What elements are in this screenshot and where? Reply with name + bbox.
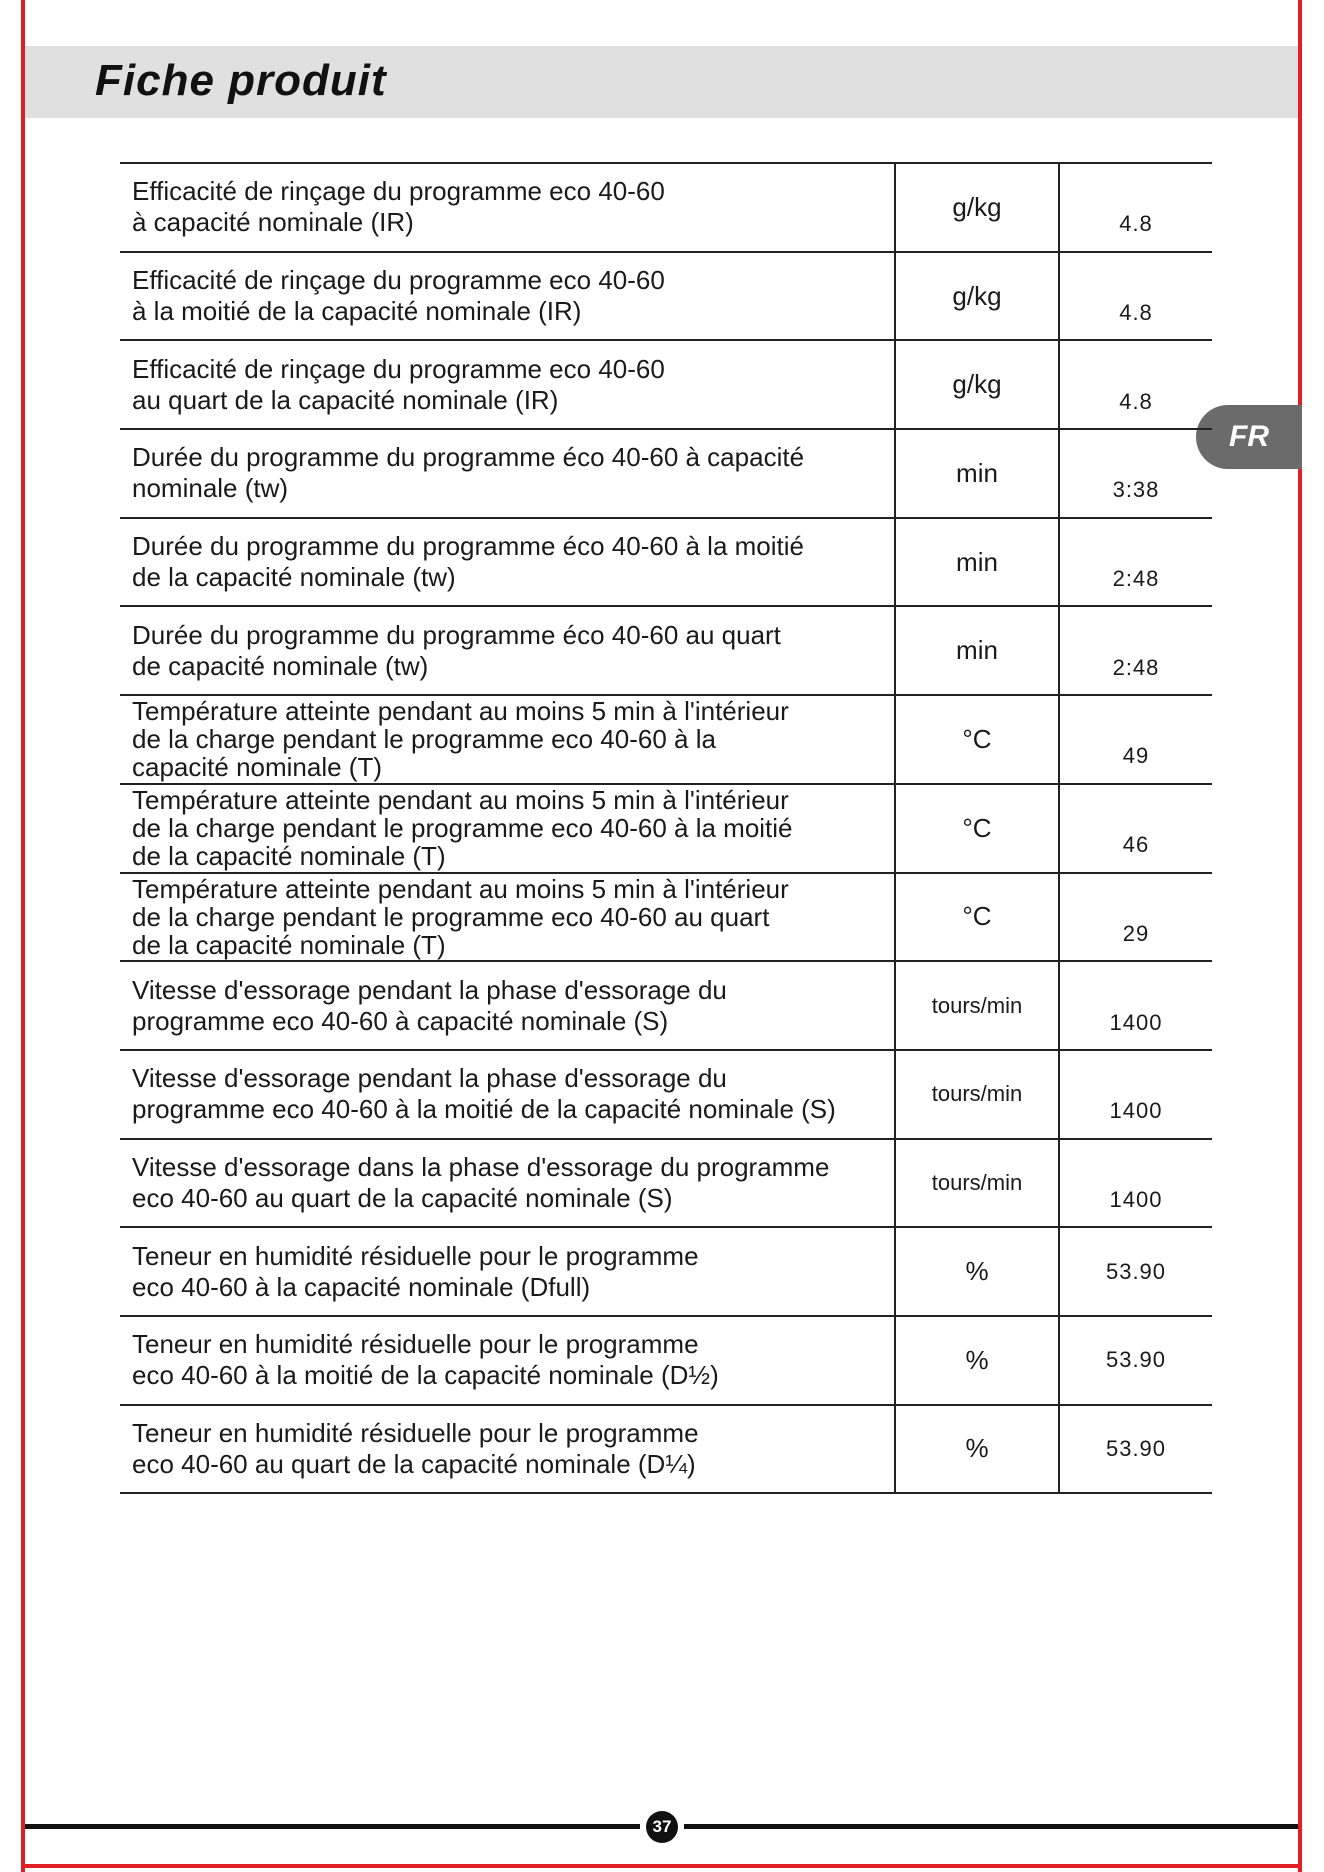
description-line: nominale (tw) — [132, 473, 289, 504]
right-red-border — [1298, 0, 1302, 1872]
row-description — [120, 429, 895, 518]
description-line: Température atteinte pendant au moins 5 min à l'intérieur — [132, 785, 789, 816]
bottom-red-border — [21, 1864, 1302, 1868]
left-red-border — [21, 0, 25, 1872]
language-tab-label: FR — [1229, 420, 1269, 453]
row-value — [1059, 606, 1212, 695]
row-value: 53.90 — [1059, 1405, 1212, 1494]
description-line: au quart de la capacité nominale (IR) — [132, 384, 559, 415]
row-description — [120, 1227, 895, 1316]
description-line: de la capacité nominale (T) — [132, 841, 446, 872]
description-line: Vitesse d'essorage pendant la phase d'essorage du — [132, 1063, 727, 1094]
table-row — [120, 1316, 1212, 1405]
value-text: 1400 — [1109, 1009, 1163, 1035]
row-value — [1059, 252, 1212, 341]
row-description — [120, 873, 895, 962]
description-line: programme eco 40-60 à la moitié de la capacité nominale (S) — [132, 1094, 836, 1125]
table-row — [120, 429, 1212, 518]
description-line: Efficacité de rinçage du programme eco 40-60 — [132, 265, 665, 296]
row-unit: % — [895, 1405, 1059, 1494]
description-line: Efficacité de rinçage du programme eco 40-60 — [132, 353, 665, 384]
value-text: 4.8 — [1119, 211, 1153, 237]
row-description — [120, 163, 895, 252]
row-description — [120, 1139, 895, 1228]
description-line: Teneur en humidité résiduelle pour le programme — [132, 1329, 699, 1360]
value-text: 1400 — [1109, 1186, 1163, 1212]
table-row — [120, 873, 1212, 962]
row-value — [1059, 695, 1212, 784]
value-text: 2:48 — [1112, 566, 1160, 592]
page-title: Fiche produit — [95, 56, 387, 105]
description-line: Efficacité de rinçage du programme eco 40-60 — [132, 176, 665, 207]
table-row — [120, 961, 1212, 1050]
row-description — [120, 695, 895, 784]
row-unit: tours/min — [895, 1050, 1059, 1139]
row-value — [1059, 784, 1212, 873]
description-line: Durée du programme du programme éco 40-60 au quart — [132, 619, 781, 650]
value-text: 4.8 — [1119, 300, 1153, 326]
row-value — [1059, 961, 1212, 1050]
table-row — [120, 695, 1212, 784]
description-line: capacité nominale (T) — [132, 752, 382, 783]
value-text: 2:48 — [1112, 654, 1160, 680]
row-unit: min — [895, 429, 1059, 518]
row-unit: g/kg — [895, 163, 1059, 252]
description-line: de la charge pendant le programme eco 40-60 à la moitié — [132, 813, 793, 844]
description-line: eco 40-60 au quart de la capacité nominale (D¼) — [132, 1448, 696, 1479]
value-text: 46 — [1122, 832, 1150, 858]
row-unit: °C — [895, 695, 1059, 784]
row-description — [120, 606, 895, 695]
row-unit: min — [895, 606, 1059, 695]
description-line: de la charge pendant le programme eco 40-60 au quart — [132, 901, 770, 932]
value-text: 29 — [1122, 920, 1150, 946]
description-line: eco 40-60 à la moitié de la capacité nominale (D½) — [132, 1360, 719, 1391]
row-description — [120, 340, 895, 429]
table-row — [120, 518, 1212, 607]
description-line: de capacité nominale (tw) — [132, 650, 429, 681]
table-row — [120, 163, 1212, 252]
row-value — [1059, 1139, 1212, 1228]
value-text: 1400 — [1109, 1098, 1163, 1124]
row-value: 53.90 — [1059, 1227, 1212, 1316]
table-row — [120, 340, 1212, 429]
table-row — [120, 784, 1212, 873]
description-line: à la moitié de la capacité nominale (IR) — [132, 296, 582, 327]
row-description — [120, 784, 895, 873]
description-line: Durée du programme du programme éco 40-60 à la moitié — [132, 531, 805, 562]
row-value — [1059, 429, 1212, 518]
row-description — [120, 252, 895, 341]
row-unit: °C — [895, 873, 1059, 962]
description-line: Durée du programme du programme éco 40-60 à capacité — [132, 442, 805, 473]
description-line: Teneur en humidité résiduelle pour le programme — [132, 1240, 699, 1271]
description-line: Température atteinte pendant au moins 5 min à l'intérieur — [132, 696, 789, 727]
table-row — [120, 1405, 1212, 1494]
description-line: Température atteinte pendant au moins 5 min à l'intérieur — [132, 873, 789, 904]
row-value — [1059, 340, 1212, 429]
row-description — [120, 518, 895, 607]
row-unit: °C — [895, 784, 1059, 873]
table-row — [120, 1227, 1212, 1316]
description-line: de la capacité nominale (T) — [132, 929, 446, 960]
description-line: Teneur en humidité résiduelle pour le programme — [132, 1417, 699, 1448]
table-row — [120, 1050, 1212, 1139]
row-unit: % — [895, 1227, 1059, 1316]
row-description — [120, 1316, 895, 1405]
row-value — [1059, 518, 1212, 607]
row-unit: min — [895, 518, 1059, 607]
table-row — [120, 252, 1212, 341]
table-row — [120, 1139, 1212, 1228]
value-text: 3:38 — [1112, 477, 1160, 503]
page-number: 37 — [646, 1811, 678, 1843]
row-unit: g/kg — [895, 252, 1059, 341]
value-text: 4.8 — [1119, 388, 1153, 414]
row-unit: tours/min — [895, 1139, 1059, 1228]
row-value — [1059, 873, 1212, 962]
row-unit: g/kg — [895, 340, 1059, 429]
row-unit: tours/min — [895, 961, 1059, 1050]
description-line: à capacité nominale (IR) — [132, 207, 414, 238]
footer-rule-right — [684, 1824, 1298, 1829]
footer-rule-left — [25, 1824, 640, 1829]
description-line: de la charge pendant le programme eco 40-60 à la — [132, 724, 716, 755]
description-line: programme eco 40-60 à capacité nominale (S) — [132, 1005, 669, 1036]
description-line: eco 40-60 à la capacité nominale (Dfull) — [132, 1271, 591, 1302]
row-description — [120, 1050, 895, 1139]
product-spec-table — [120, 162, 1212, 1494]
row-value: 53.90 — [1059, 1316, 1212, 1405]
row-unit: % — [895, 1316, 1059, 1405]
row-description — [120, 961, 895, 1050]
row-value — [1059, 1050, 1212, 1139]
description-line: Vitesse d'essorage pendant la phase d'essorage du — [132, 974, 727, 1005]
row-description — [120, 1405, 895, 1494]
value-text: 49 — [1122, 743, 1150, 769]
table-row — [120, 606, 1212, 695]
description-line: de la capacité nominale (tw) — [132, 562, 456, 593]
description-line: eco 40-60 au quart de la capacité nominale (S) — [132, 1182, 673, 1213]
row-value — [1059, 163, 1212, 252]
description-line: Vitesse d'essorage dans la phase d'essorage du programme — [132, 1151, 830, 1182]
